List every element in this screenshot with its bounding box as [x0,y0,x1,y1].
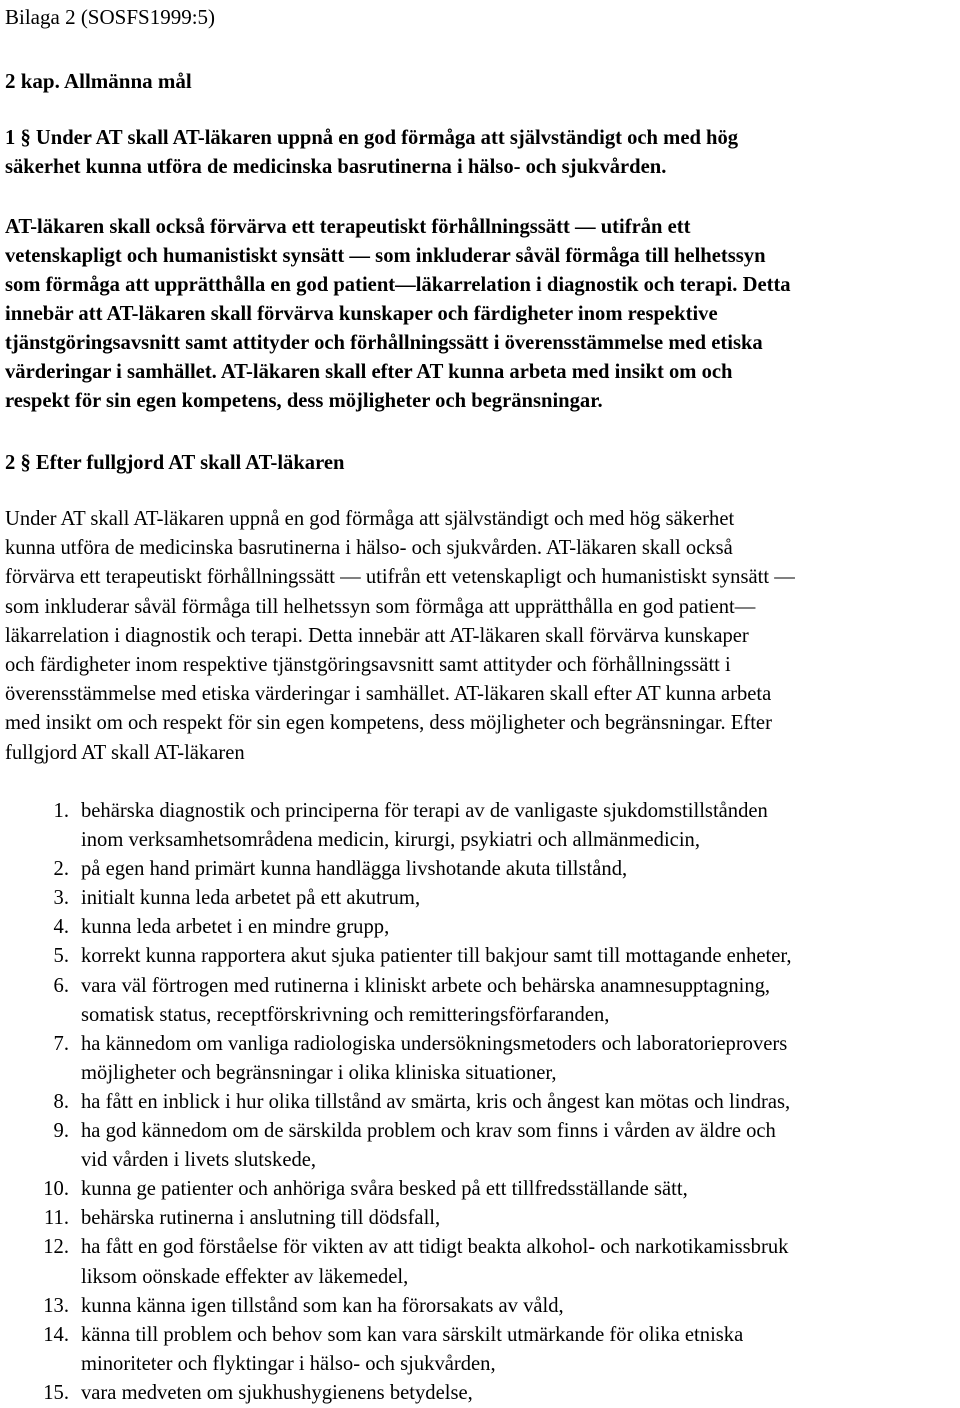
section-2-heading: 2 § Efter fullgjord AT skall AT-läkaren [5,452,345,474]
list-text: vara medveten om sjukhushygienens betydelse, [81,1381,473,1404]
list-text: vid vården i livets slutskede, [81,1149,317,1172]
list-item [5,942,955,971]
list-number: 6. [53,974,69,997]
text-line: som inkluderar såväl förmåga till helhetssyn som förmåga att upprätthålla en god patient— [5,595,756,618]
list-text: ha kännedom om vanliga radiologiska undersökningsmetoders och laboratorieprovers [81,1032,788,1055]
list-text: liksom oönskade effekter av läkemedel, [81,1265,409,1288]
list-item [5,1117,955,1175]
list-number: 15. [43,1381,69,1404]
list-number: 11. [44,1207,69,1230]
list-item [5,1175,955,1204]
list-number: 1. [53,800,69,822]
list-text: ha fått en inblick i hur olika tillstånd av smärta, kris och ångest kan mötas och lindras, [81,1090,791,1113]
text-line: överensstämmelse med etiska värderingar i samhället. AT-läkaren skall efter AT kunna arbeta [5,683,772,706]
text-line: 1 § Under AT skall AT-läkaren uppnå en god förmåga att självständigt och med hög [5,127,739,149]
list-item [5,1030,955,1088]
text-line: innebär att AT-läkaren skall förvärva kunskaper och färdigheter inom respektive [5,303,718,325]
text-line: tjänstgöringsavsnitt samt attityder och förhållningssätt i överensstämmelse med etiska [5,332,763,354]
list-item [5,855,955,884]
list-item [5,1379,955,1408]
list-item [5,1088,955,1117]
list-text: ha fått en god förståelse för vikten av att tidigt beakta alkohol- och narkotikamissbruk [81,1236,789,1259]
text-line: förvärva ett terapeutiskt förhållningssätt — utifrån ett vetenskapligt och humanistiskt synsätt — [5,566,795,589]
list-number: 8. [53,1090,69,1113]
list-item [5,884,955,913]
list-text: möjligheter och begränsningar i olika kliniska situationer, [81,1061,557,1084]
list-text: minoriteter och flyktingar i hälso- och sjukvården, [81,1352,496,1375]
list-text: behärska diagnostik och principerna för terapi av de vanligaste sjukdomstillstånden [81,800,768,822]
list-text: vara väl förtrogen med rutinerna i kliniskt arbete och behärska anamnesupptagning, [81,974,771,997]
list-text: kunna känna igen tillstånd som kan ha förorsakats av våld, [81,1294,564,1317]
list-text: på egen hand primärt kunna handlägga livshotande akuta tillstånd, [81,858,628,881]
list-number: 7. [53,1032,69,1055]
list-text: somatisk status, receptförskrivning och remitteringsförfaranden, [81,1003,610,1026]
text-line: som förmåga att upprätthålla en god patient—läkarrelation i diagnostik och terapi. Detta [5,274,791,296]
list-text: behärska rutinerna i anslutning till dödsfall, [81,1207,441,1230]
list-number: 3. [53,887,69,910]
list-item [5,1321,955,1379]
text-line: med insikt om och respekt för sin egen kompetens, dess möjligheter och begränsningar. Efter [5,712,772,735]
list-number: 12. [43,1236,69,1259]
list-item [5,913,955,942]
list-number: 2. [53,858,69,881]
list-item [5,1233,955,1291]
list-text: inom verksamhetsområdena medicin, kirurgi, psykiatri och allmänmedicin, [81,829,700,852]
list-text: kunna ge patienter och anhöriga svåra besked på ett tillfredsställande sätt, [81,1178,688,1201]
list-text: initialt kunna leda arbetet på ett akutrum, [81,887,421,910]
text-line: säkerhet kunna utföra de medicinska basrutinerna i hälso- och sjukvården. [5,156,667,178]
list-number: 4. [53,916,69,939]
section-2-paragraph [5,505,795,768]
goals-list [5,797,955,1408]
list-number: 10. [43,1178,69,1201]
list-item [5,1292,955,1321]
list-number: 13. [43,1294,69,1317]
list-item [5,1204,955,1233]
list-item [5,797,955,855]
text-line: fullgjord AT skall AT-läkaren [5,741,245,764]
attachment-header: Bilaga 2 (SOSFS1999:5) [5,5,216,29]
section-1-paragraph-2 [5,213,791,416]
list-item [5,972,955,1030]
chapter-title: 2 kap. Allmänna mål [5,69,192,93]
text-line: och färdigheter inom respektive tjänstgöringsavsnitt samt attityder och förhållningssätt i [5,653,731,676]
list-number: 14. [43,1323,69,1346]
text-line: vetenskapligt och humanistiskt synsätt — som inkluderar såväl förmåga till helhetssyn [5,245,766,267]
list-number: 5. [53,945,69,968]
text-line: AT-läkaren skall också förvärva ett terapeutiskt förhållningssätt — utifrån ett [5,216,691,238]
list-text: kunna leda arbetet i en mindre grupp, [81,916,390,939]
section-1-paragraph [5,124,738,182]
text-line: kunna utföra de medicinska basrutinerna i hälso- och sjukvården. AT-läkaren skall också [5,537,733,560]
list-number: 9. [53,1120,69,1143]
text-line: Under AT skall AT-läkaren uppnå en god förmåga att självständigt och med hög säkerhet [5,508,735,530]
text-line: läkarrelation i diagnostik och terapi. Detta innebär att AT-läkaren skall förvärva kunskaper [5,624,749,647]
list-text: ha god kännedom om de särskilda problem och krav som finns i vården av äldre och [81,1120,776,1143]
text-line: respekt för sin egen kompetens, dess möjligheter och begränsningar. [5,390,603,412]
text-line: värderingar i samhället. AT-läkaren skall efter AT kunna arbeta med insikt om och [5,361,733,383]
list-text: känna till problem och behov som kan vara särskilt utmärkande för olika etniska [81,1323,744,1346]
list-text: korrekt kunna rapportera akut sjuka patienter till bakjour samt till mottagande enheter, [81,945,792,968]
